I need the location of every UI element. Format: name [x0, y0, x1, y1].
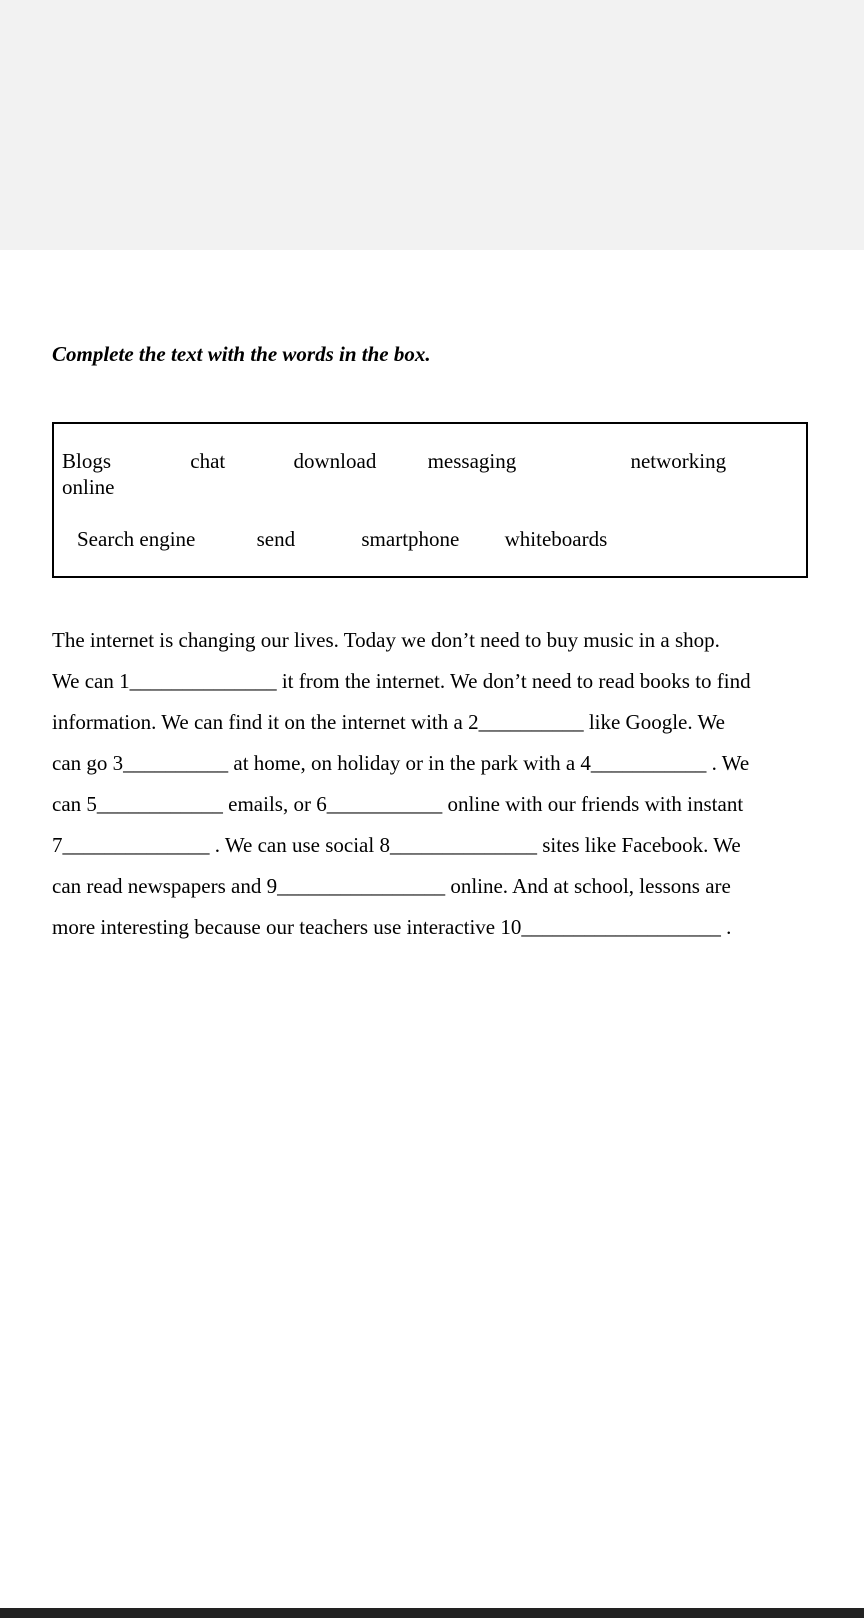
word-box [52, 422, 808, 578]
word-box-line-3 [62, 526, 798, 552]
word-item: whiteboards [504, 527, 608, 551]
instruction-heading: Complete the text with the words in the box. [52, 342, 431, 366]
paragraph-line: We can 1______________ it from the internet. We don’t need to read books to find [52, 669, 751, 693]
word-box-line-1 [62, 448, 798, 474]
gap-fill-paragraph [52, 620, 812, 948]
word-item: Blogs [62, 449, 112, 473]
word-item: chat [190, 449, 226, 473]
paragraph-line: more interesting because our teachers use interactive 10___________________ . [52, 915, 732, 939]
top-gray-band [0, 0, 864, 250]
paragraph-line: The internet is changing our lives. Today we don’t need to buy music in a shop. [52, 628, 720, 652]
word-item: messaging [427, 449, 517, 473]
word-box-line-2 [62, 474, 798, 500]
word-item: send [256, 527, 296, 551]
word-item: networking [630, 449, 727, 473]
paragraph-line: 7______________ . We can use social 8______________ sites like Facebook. We [52, 833, 741, 857]
paragraph-line: can read newspapers and 9________________ online. And at school, lessons are [52, 874, 731, 898]
bottom-dark-strip [0, 1608, 864, 1618]
paragraph-line: information. We can find it on the internet with a 2__________ like Google. We [52, 710, 725, 734]
paragraph-line: can 5____________ emails, or 6___________ online with our friends with instant [52, 792, 744, 816]
paragraph-line: can go 3__________ at home, on holiday or in the park with a 4___________ . We [52, 751, 750, 775]
word-item: online [62, 475, 115, 499]
word-item: download [293, 449, 377, 473]
word-item: smartphone [361, 527, 460, 551]
word-item: Search engine [77, 527, 196, 551]
